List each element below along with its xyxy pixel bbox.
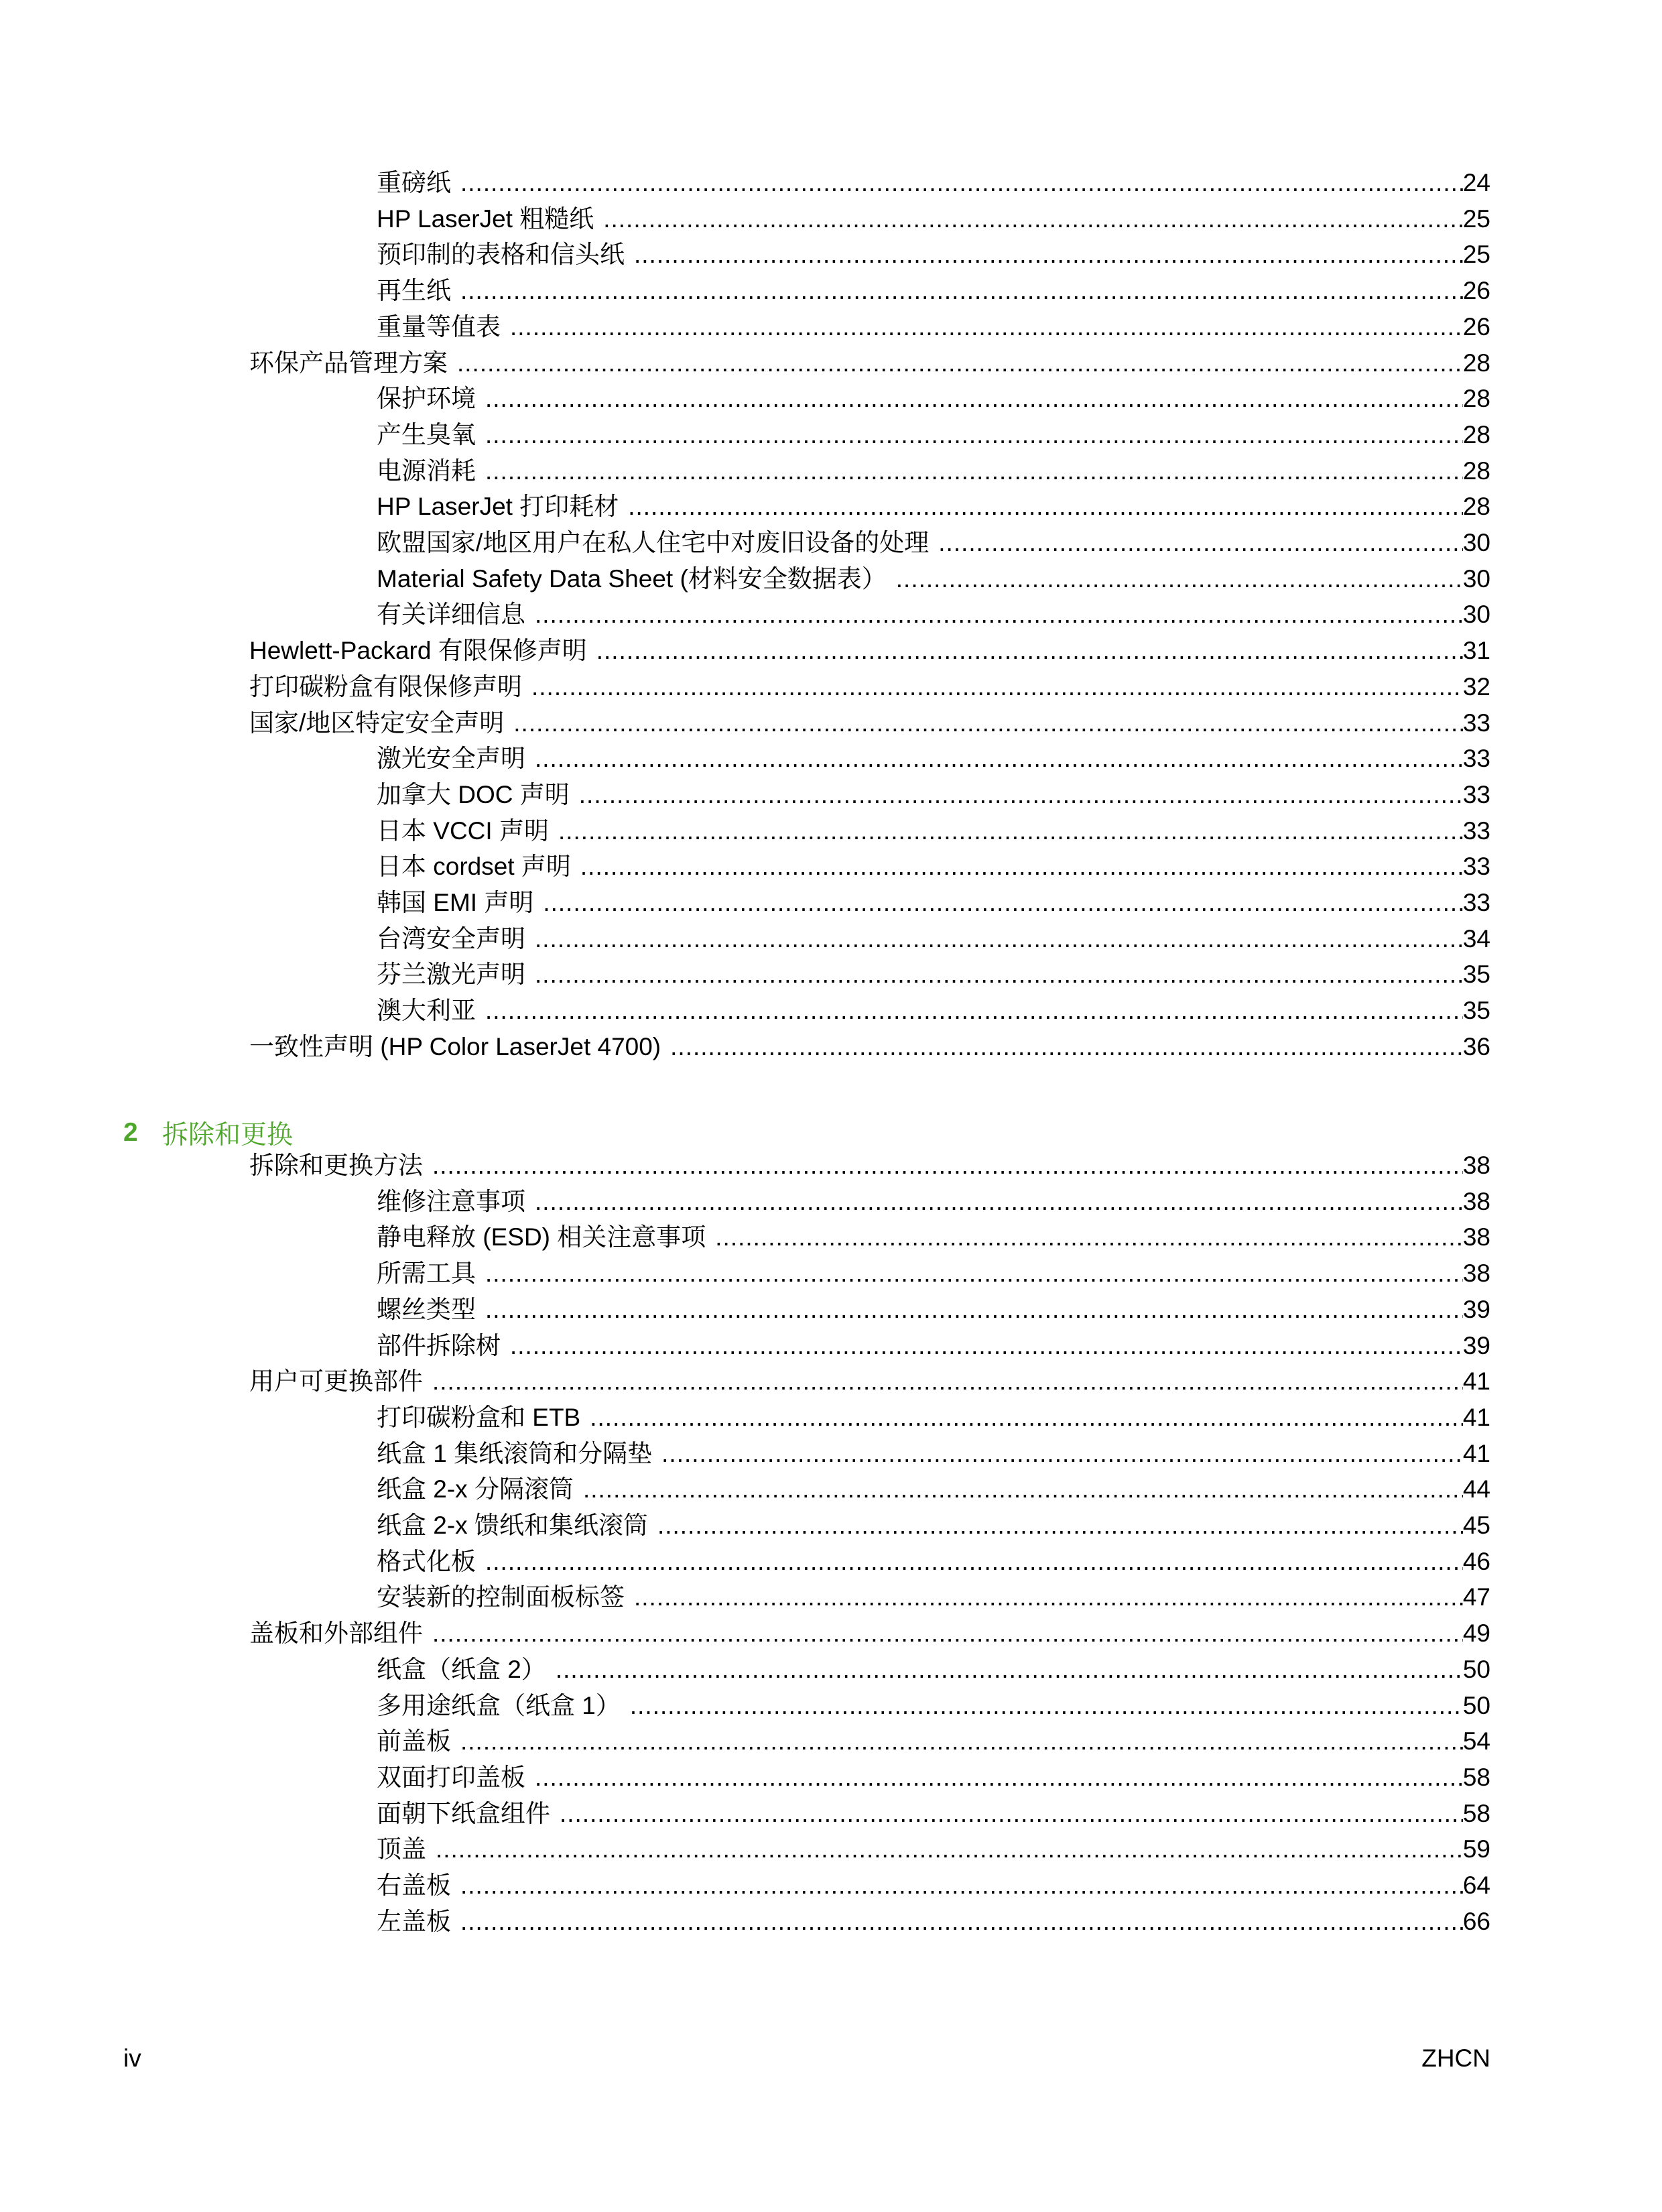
toc-entry-title: 右盖板	[377, 1871, 451, 1899]
toc-entry[interactable]	[377, 1760, 1490, 1796]
toc-entry[interactable]	[377, 813, 1490, 849]
dot-leader	[661, 1436, 1463, 1472]
toc-entry[interactable]	[377, 597, 1490, 633]
toc-entry-title: 面朝下纸盒组件	[377, 1799, 550, 1827]
dot-leader	[460, 1867, 1463, 1904]
toc-entry[interactable]	[377, 1184, 1490, 1220]
dot-leader	[543, 885, 1463, 921]
toc-entry[interactable]	[377, 381, 1490, 417]
dot-leader	[436, 1831, 1463, 1867]
toc-entry-page: 30	[1462, 601, 1490, 629]
toc-entry-title: 多用途纸盒（纸盒 1）	[377, 1691, 621, 1719]
toc-entry-page: 54	[1462, 1727, 1490, 1756]
dot-leader	[457, 345, 1463, 381]
toc-entry[interactable]	[377, 1292, 1490, 1328]
toc-entry[interactable]	[249, 633, 1490, 669]
toc-entry-title: 所需工具	[377, 1259, 476, 1288]
dot-leader	[460, 1904, 1463, 1940]
toc-entry-page: 38	[1462, 1152, 1490, 1179]
dot-leader	[485, 1255, 1463, 1292]
dot-leader	[634, 1579, 1463, 1615]
dot-leader	[580, 849, 1463, 885]
dot-leader	[432, 1363, 1463, 1400]
toc-entry-page: 38	[1462, 1223, 1490, 1251]
toc-entry-title: Material Safety Data Sheet (材料安全数据表）	[377, 564, 887, 593]
toc-entry[interactable]	[377, 309, 1490, 345]
toc-entry[interactable]	[377, 1867, 1490, 1904]
toc-entry-page: 50	[1462, 1691, 1490, 1719]
dot-leader	[535, 597, 1463, 633]
toc-entry[interactable]	[249, 669, 1490, 705]
toc-entry-page: 38	[1462, 1187, 1490, 1215]
dot-leader	[460, 273, 1463, 309]
toc-entry-page: 34	[1462, 924, 1490, 953]
dot-leader	[590, 1400, 1463, 1436]
dot-leader	[510, 309, 1463, 345]
dot-leader	[432, 1615, 1463, 1652]
toc-entry-page: 39	[1462, 1295, 1490, 1323]
dot-leader	[485, 417, 1463, 453]
toc-entry[interactable]	[377, 417, 1490, 453]
toc-entry[interactable]	[377, 777, 1490, 813]
toc-entry[interactable]	[377, 741, 1490, 777]
toc-entry-title: Hewlett-Packard 有限保修声明	[249, 637, 587, 665]
toc-entry-title: 加拿大 DOC 声明	[377, 780, 570, 808]
toc-entry-title: 前盖板	[377, 1727, 451, 1756]
toc-entry-title: 安装新的控制面板标签	[377, 1583, 625, 1611]
toc-entry[interactable]	[377, 1796, 1490, 1832]
toc-entry[interactable]	[377, 957, 1490, 993]
footer-page-number: iv	[123, 2044, 141, 2072]
toc-entry-page: 26	[1462, 277, 1490, 305]
dot-leader	[630, 1688, 1463, 1724]
chapter-heading[interactable]	[123, 1113, 293, 1153]
toc-entry[interactable]	[377, 885, 1490, 921]
toc-entry-title: 环保产品管理方案	[249, 349, 448, 377]
dot-leader	[535, 741, 1463, 777]
toc-entry-page: 28	[1462, 385, 1490, 413]
dot-leader	[579, 777, 1463, 813]
toc-entry-title: 欧盟国家/地区用户在私人住宅中对废旧设备的处理	[377, 529, 930, 556]
toc-entry-page: 58	[1462, 1799, 1490, 1827]
toc-entry-title: 重磅纸	[377, 169, 451, 196]
toc-entry-page: 58	[1462, 1763, 1490, 1791]
dot-leader	[485, 1292, 1463, 1328]
dot-leader	[535, 1184, 1463, 1220]
toc-entry-page: 33	[1462, 889, 1490, 916]
dot-leader	[628, 489, 1463, 525]
dot-leader	[485, 1544, 1463, 1580]
toc-entry[interactable]	[377, 1579, 1490, 1615]
toc-entry-title: 左盖板	[377, 1907, 451, 1935]
toc-entry-page: 25	[1462, 241, 1490, 269]
toc-entry-title: 拆除和更换方法	[249, 1152, 423, 1179]
dot-leader	[634, 237, 1463, 273]
toc-entry-page: 44	[1462, 1475, 1490, 1503]
toc-entry[interactable]	[377, 1688, 1490, 1724]
dot-leader	[513, 705, 1463, 741]
toc-entry-title: 螺丝类型	[377, 1295, 476, 1323]
toc-entry-page: 31	[1462, 637, 1490, 665]
toc-entry[interactable]	[377, 1436, 1490, 1472]
toc-entry[interactable]	[377, 1652, 1490, 1688]
toc-entry[interactable]	[377, 1904, 1490, 1940]
toc-entry[interactable]	[377, 453, 1490, 489]
toc-entry-page: 24	[1462, 169, 1490, 196]
toc-entry-page: 41	[1462, 1367, 1490, 1396]
toc-entry-page: 50	[1462, 1655, 1490, 1683]
toc-entry-title: 用户可更换部件	[249, 1367, 423, 1396]
toc-entry-page: 38	[1462, 1259, 1490, 1288]
toc-entry[interactable]	[377, 1255, 1490, 1292]
toc-entry[interactable]	[377, 1328, 1490, 1364]
toc-entry-page: 26	[1462, 312, 1490, 341]
dot-leader	[583, 1471, 1463, 1508]
dot-leader	[485, 993, 1463, 1029]
dot-leader	[460, 165, 1463, 201]
toc-entry[interactable]	[377, 1544, 1490, 1580]
toc-entry[interactable]	[377, 1400, 1490, 1436]
toc-entry-title: 纸盒 1 集纸滚筒和分隔垫	[377, 1439, 653, 1467]
toc-entry[interactable]	[249, 705, 1490, 741]
toc-entry-page: 33	[1462, 816, 1490, 845]
toc-entry-title: 国家/地区特定安全声明	[249, 709, 505, 737]
dot-leader	[670, 1029, 1463, 1065]
dot-leader	[560, 1796, 1463, 1832]
toc-entry[interactable]	[377, 525, 1490, 561]
toc-entry-page: 35	[1462, 961, 1490, 989]
toc-entry-title: 日本 VCCI 声明	[377, 816, 549, 845]
footer-locale-code: ZHCN	[1421, 2044, 1490, 2072]
toc-entry-title: 日本 cordset 声明	[377, 853, 571, 881]
toc-entry-page: 33	[1462, 709, 1490, 737]
toc-entry-title: 维修注意事项	[377, 1187, 525, 1215]
toc-entry[interactable]	[249, 1615, 1490, 1652]
toc-entry[interactable]	[377, 201, 1490, 237]
toc-entry-page: 36	[1462, 1032, 1490, 1060]
toc-entry[interactable]	[377, 165, 1490, 201]
toc-entry[interactable]	[377, 1723, 1490, 1760]
toc-entry-page: 33	[1462, 853, 1490, 881]
dot-leader	[460, 1723, 1463, 1760]
dot-leader	[596, 633, 1463, 669]
toc-entry[interactable]	[377, 273, 1490, 309]
toc-entry[interactable]	[377, 849, 1490, 885]
toc-entry-title: 澳大利亚	[377, 997, 476, 1025]
toc-entry-page: 33	[1462, 780, 1490, 808]
toc-entry-page: 28	[1462, 456, 1490, 485]
toc-entry[interactable]	[377, 1831, 1490, 1867]
toc-entry-title: 再生纸	[377, 277, 451, 305]
toc-entry-title: 芬兰激光声明	[377, 961, 525, 989]
toc-entry-page: 41	[1462, 1403, 1490, 1431]
dot-leader	[938, 525, 1463, 561]
toc-entry-title: 激光安全声明	[377, 745, 525, 773]
toc-entry-page: 30	[1462, 529, 1490, 556]
dot-leader	[715, 1219, 1463, 1255]
toc-entry[interactable]	[249, 1363, 1490, 1400]
toc-entry-page: 46	[1462, 1547, 1490, 1575]
toc-entry-title: 保护环境	[377, 385, 476, 413]
toc-entry-page: 30	[1462, 564, 1490, 593]
toc-entry-title: 纸盒 2-x 馈纸和集纸滚筒	[377, 1512, 648, 1539]
toc-entry-page: 33	[1462, 745, 1490, 773]
dot-leader	[535, 957, 1463, 993]
toc-entry[interactable]	[377, 1471, 1490, 1508]
toc-entry[interactable]	[377, 561, 1490, 597]
toc-entry-page: 41	[1462, 1439, 1490, 1467]
toc-entry-title: 顶盖	[377, 1835, 426, 1863]
toc-entry-title: 纸盒 2-x 分隔滚筒	[377, 1475, 574, 1503]
dot-leader	[485, 453, 1463, 489]
toc-entry-page: 39	[1462, 1331, 1490, 1359]
toc-entry-title: 台湾安全声明	[377, 924, 525, 953]
toc-entry-title: 纸盒（纸盒 2）	[377, 1655, 546, 1683]
dot-leader	[485, 381, 1463, 417]
toc-entry-title: 电源消耗	[377, 456, 476, 485]
toc-entry-page: 45	[1462, 1512, 1490, 1539]
toc-entry-page: 28	[1462, 349, 1490, 377]
toc-entry-title: 双面打印盖板	[377, 1763, 525, 1791]
toc-entry-title: 格式化板	[377, 1547, 476, 1575]
dot-leader	[535, 1760, 1463, 1796]
toc-entry-page: 28	[1462, 420, 1490, 448]
toc-entry-page: 35	[1462, 997, 1490, 1025]
toc-entry[interactable]	[377, 237, 1490, 273]
toc-entry-title: HP LaserJet 打印耗材	[377, 493, 619, 521]
toc-entry-title: 盖板和外部组件	[249, 1619, 423, 1648]
toc-entry-title: 打印碳粉盒和 ETB	[377, 1403, 581, 1431]
dot-leader	[556, 1652, 1463, 1688]
toc-entry[interactable]	[377, 993, 1490, 1029]
dot-leader	[535, 921, 1463, 957]
toc-entry-title: HP LaserJet 粗糙纸	[377, 204, 594, 233]
toc-entry[interactable]	[377, 489, 1490, 525]
toc-entry-page: 47	[1462, 1583, 1490, 1611]
toc-entry-title: 打印碳粉盒有限保修声明	[249, 672, 522, 700]
toc-entry-title: 重量等值表	[377, 312, 501, 341]
dot-leader	[657, 1508, 1463, 1544]
toc-entry-page: 32	[1462, 672, 1490, 700]
toc-entry[interactable]	[377, 1219, 1490, 1255]
toc-entry-page: 49	[1462, 1619, 1490, 1648]
toc-entry-title: 一致性声明 (HP Color LaserJet 4700)	[249, 1032, 661, 1060]
toc-entry-title: 部件拆除树	[377, 1331, 501, 1359]
dot-leader	[432, 1148, 1463, 1184]
toc-entry-title: 产生臭氧	[377, 420, 476, 448]
dot-leader	[510, 1328, 1463, 1364]
toc-entry-page: 64	[1462, 1871, 1490, 1899]
dot-leader	[531, 669, 1463, 705]
toc-entry[interactable]	[377, 1508, 1490, 1544]
toc-entry-title: 有关详细信息	[377, 601, 525, 629]
toc-entry[interactable]	[249, 345, 1490, 381]
toc-entry-page: 25	[1462, 204, 1490, 233]
toc-entry-page: 66	[1462, 1907, 1490, 1935]
chapter-title: 拆除和更换	[162, 1121, 294, 1150]
dot-leader	[603, 201, 1463, 237]
toc-entry-title: 预印制的表格和信头纸	[377, 241, 625, 269]
dot-leader	[896, 561, 1463, 597]
toc-entry-title: 韩国 EMI 声明	[377, 889, 534, 916]
toc-entry[interactable]	[377, 921, 1490, 957]
toc-entry-title: 静电释放 (ESD) 相关注意事项	[377, 1223, 706, 1251]
toc-entry[interactable]	[249, 1148, 1490, 1184]
toc-entry-page: 59	[1462, 1835, 1490, 1863]
chapter-number: 2	[123, 1118, 138, 1147]
toc-entry[interactable]	[249, 1029, 1490, 1065]
dot-leader	[558, 813, 1463, 849]
toc-entry-page: 28	[1462, 493, 1490, 521]
